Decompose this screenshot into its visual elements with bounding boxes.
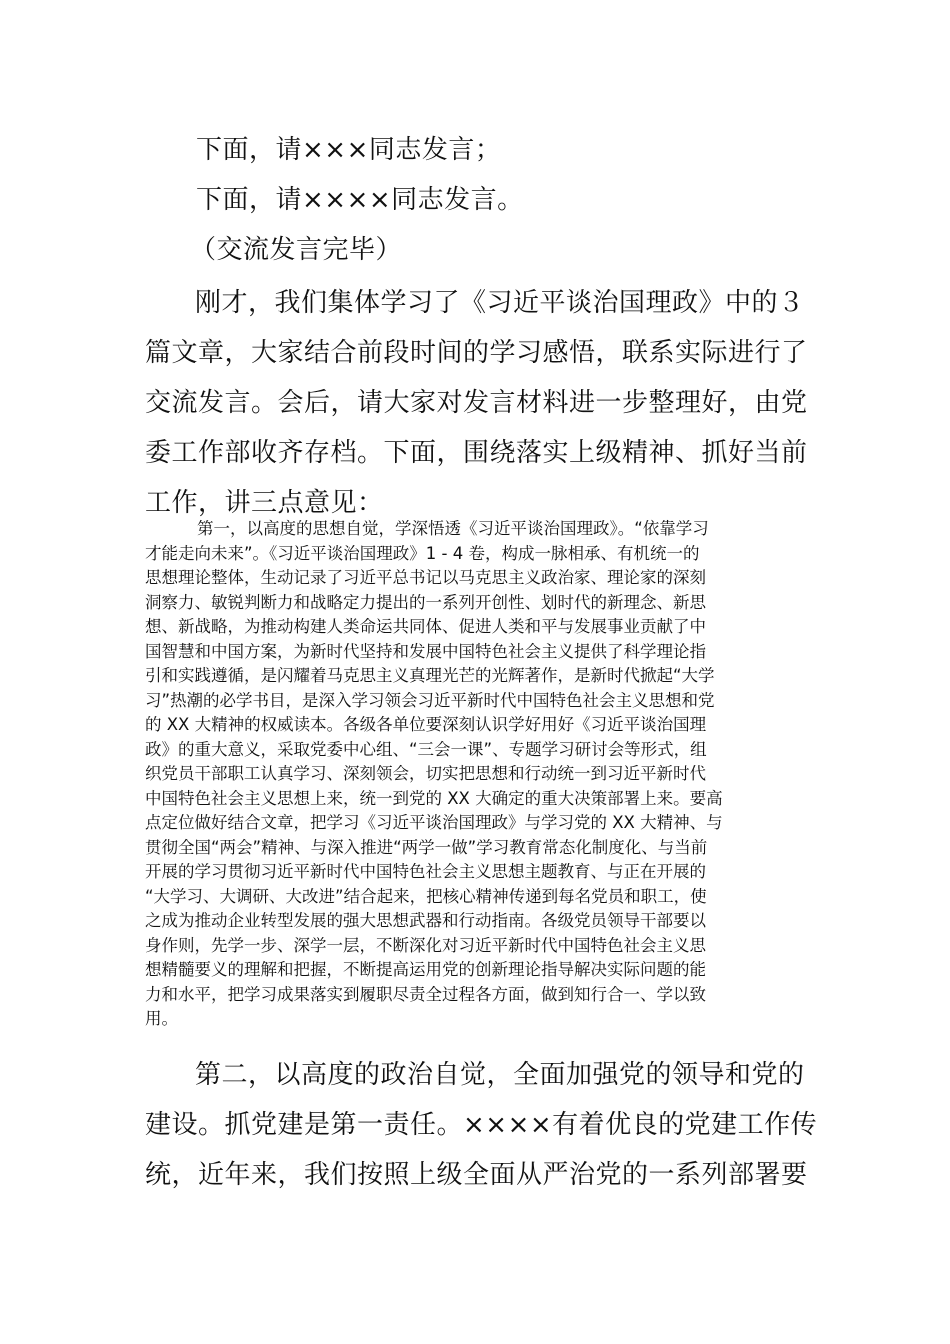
point-one-line: 点定位做好结合文章，把学习《习近平谈治国理政》与学习党的 XX 大精神、与 bbox=[145, 813, 723, 832]
point-one-line: 用。 bbox=[145, 1009, 178, 1028]
point-one-paragraph bbox=[145, 517, 810, 1032]
point-one-line: 第一，以高度的思想自觉，学深悟透《习近平谈治国理政》。“依靠学习 bbox=[197, 519, 709, 538]
point-one-line: 开展的学习贯彻习近平新时代中国特色社会主义思想主题教育、与正在开展的 bbox=[145, 862, 706, 881]
summary-line: 篇文章，大家结合前段时间的学习感悟，联系实际进行了 bbox=[145, 338, 808, 368]
point-two-line: 第二，以高度的政治自觉，全面加强党的领导和党的 bbox=[195, 1060, 805, 1090]
summary-line: 刚才，我们集体学习了《习近平谈治国理政》中的３ bbox=[195, 288, 805, 318]
opening-line-2: 下面，请××××同志发言。 bbox=[196, 185, 524, 215]
opening-line-3: （交流发言完毕） bbox=[190, 235, 403, 265]
point-two-line: 统，近年来，我们按照上级全面从严治党的一系列部署要 bbox=[145, 1160, 808, 1190]
point-one-line: 习”热潮的必学书目，是深入学习领会习近平新时代中国特色社会主义思想和党 bbox=[145, 690, 715, 710]
point-one-line: 政》的重大意义，采取党委中心组、“三会一课”、专题学习研讨会等形式，组 bbox=[145, 739, 707, 759]
point-one-line: 中国特色社会主义思想上来，统一到党的 XX 大确定的重大决策部署上来。要高 bbox=[145, 788, 723, 808]
summary-paragraph bbox=[145, 278, 808, 528]
point-one-line: 身作则，先学一步、深学一层，不断深化对习近平新时代中国特色社会主义思 bbox=[145, 935, 706, 955]
point-one-line: 力和水平，把学习成果落实到履职尽责全过程各方面，做到知行合一、学以致 bbox=[145, 984, 706, 1004]
point-one-line: “大学习、大调研、大改进”结合起来，把核心精神传递到每名党员和职工，使 bbox=[145, 886, 707, 906]
point-one-line: 国智慧和中国方案，为新时代坚持和发展中国特色社会主义提供了科学理论指 bbox=[145, 641, 706, 661]
summary-line: 工作，讲三点意见： bbox=[145, 488, 384, 518]
point-one-line: 织党员干部职工认真学习、深刻领会，切实把思想和行动统一到习近平新时代 bbox=[145, 764, 706, 783]
point-one-line: 想、新战略，为推动构建人类命运共同体、促进人类和平与发展事业贡献了中 bbox=[145, 617, 706, 636]
opening-line-1: 下面，请×××同志发言； bbox=[196, 135, 502, 165]
point-two-paragraph bbox=[145, 1050, 818, 1200]
point-one-line: 贯彻全国“两会”精神、与深入推进“两学一做”学习教育常态化制度化、与当前 bbox=[145, 837, 708, 857]
point-one-line: 思想理论整体，生动记录了习近平总书记以马克思主义政治家、理论家的深刻 bbox=[145, 568, 706, 587]
summary-line: 交流发言。会后，请大家对发言材料进一步整理好，由党 bbox=[145, 388, 808, 418]
point-one-line: 洞察力、敏锐判断力和战略定力提出的一系列开创性、划时代的新理念、新思 bbox=[145, 592, 706, 612]
point-two-line: 建设。抓党建是第一责任。××××有着优良的党建工作传 bbox=[145, 1110, 818, 1140]
point-one-line: 的 XX 大精神的权威读本。各级各单位要深刻认识学好用好《习近平谈治国理 bbox=[145, 715, 707, 734]
point-one-line: 引和实践遵循，是闪耀着马克思主义真理光芒的光辉著作，是新时代掀起“大学 bbox=[145, 666, 715, 685]
summary-line: 委工作部收齐存档。下面，围绕落实上级精神、抓好当前 bbox=[145, 438, 808, 468]
point-one-line: 才能走向未来”。《习近平谈治国理政》1 - 4 卷，构成一脉相承、有机统一的 bbox=[145, 543, 700, 563]
point-one-line: 之成为推动企业转型发展的强大思想武器和行动指南。各级党员领导干部要以 bbox=[145, 911, 706, 930]
point-one-line: 想精髓要义的理解和把握，不断提高运用党的创新理论指导解决实际问题的能 bbox=[145, 960, 706, 979]
